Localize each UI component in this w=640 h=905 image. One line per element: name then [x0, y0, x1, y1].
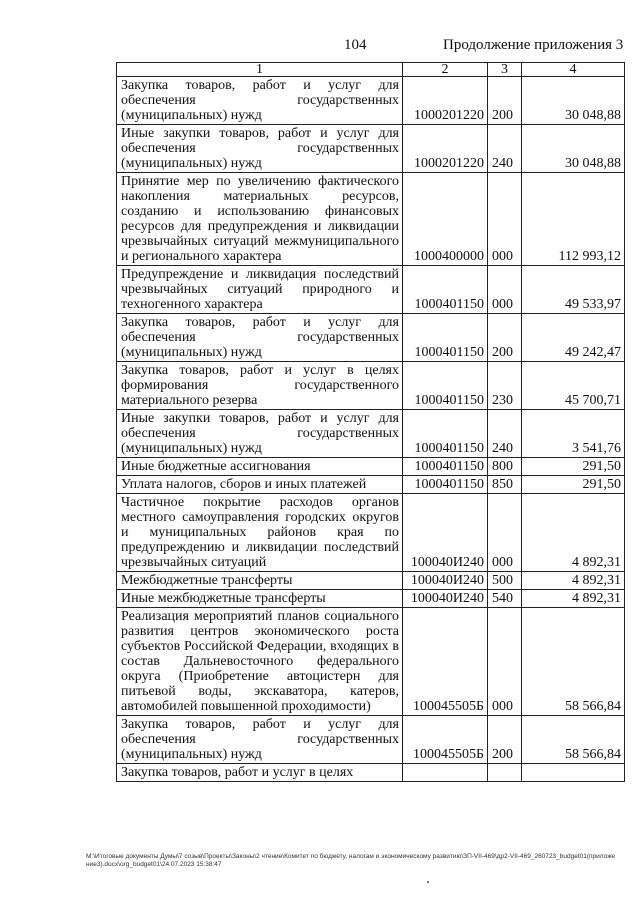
row-name: Частичное покрытие расходов органов местного самоуправления городских округов и муниципальных районов края по предупреждению и ликвидации последствий чрезвычайных ситуаций: [117, 494, 403, 572]
row-expense-type: 850: [488, 476, 522, 494]
row-expense-type: 000: [488, 266, 522, 314]
table-row: [117, 716, 625, 764]
row-name: Закупка товаров, работ и услуг для обеспечения государственных (муниципальных) нужд: [117, 716, 403, 764]
row-name: Уплата налогов, сборов и иных платежей: [117, 476, 403, 494]
column-number-1: 1: [117, 63, 403, 77]
row-expense-type: 800: [488, 458, 522, 476]
row-expense-type: [488, 764, 522, 782]
table-row: [117, 125, 625, 173]
row-amount: 49 533,97: [522, 266, 625, 314]
row-target-code: 1000201220: [403, 77, 488, 125]
row-expense-type: 000: [488, 173, 522, 266]
row-name: Закупка товаров, работ и услуг в целях: [117, 764, 403, 782]
row-name: Межбюджетные трансферты: [117, 572, 403, 590]
table-row: [117, 314, 625, 362]
table-row: [117, 458, 625, 476]
table-row: [117, 77, 625, 125]
row-expense-type: 200: [488, 314, 522, 362]
row-name: Реализация мероприятий планов социального развития центров экономического роста субъектов Российской Федерации, входящих в состав Дальневосточного федерального округа (Приобретение автоцистерн для питьевой воды, экскаватора, катеров, автомобилей повышенной проходимости): [117, 608, 403, 716]
row-amount: 4 892,31: [522, 572, 625, 590]
row-amount: 58 566,84: [522, 608, 625, 716]
table-row: [117, 266, 625, 314]
row-name: Закупка товаров, работ и услуг для обеспечения государственных (муниципальных) нужд: [117, 77, 403, 125]
table-row: [117, 494, 625, 572]
row-amount: 3 541,76: [522, 410, 625, 458]
row-amount: 291,50: [522, 476, 625, 494]
row-amount: 4 892,31: [522, 494, 625, 572]
column-number-3: 3: [488, 63, 522, 77]
table-row: [117, 476, 625, 494]
row-name: Закупка товаров, работ и услуг в целях формирования государственного материального резерва: [117, 362, 403, 410]
row-name: Предупреждение и ликвидация последствий чрезвычайных ситуаций природного и техногенного характера: [117, 266, 403, 314]
row-amount: 291,50: [522, 458, 625, 476]
row-expense-type: 200: [488, 716, 522, 764]
row-expense-type: 200: [488, 77, 522, 125]
table-row: [117, 590, 625, 608]
row-name: Иные закупки товаров, работ и услуг для обеспечения государственных (муниципальных) нужд: [117, 410, 403, 458]
row-amount: 4 892,31: [522, 590, 625, 608]
row-target-code: 1000401150: [403, 458, 488, 476]
row-expense-type: 230: [488, 362, 522, 410]
file-path-footer: М:\Итоговые документы Думы\7 созыв\Проекты\Законы\2 чтение\Комитет по бюджету, налогам и экономическому развитию\ЗП-VII-469\др2-VII-469_260723_budget01(приложение3).docx\org_budget01\24.07.2023 15:38:47: [86, 853, 616, 868]
row-amount: 30 048,88: [522, 125, 625, 173]
column-number-2: 2: [403, 63, 488, 77]
row-target-code: 100040И240: [403, 590, 488, 608]
row-name: Принятие мер по увеличению фактического накопления материальных ресурсов, созданию и использованию финансовых ресурсов для предупреждения и ликвидации чрезвычайных ситуаций межмуниципального и регионального характера: [117, 173, 403, 266]
row-name: Иные бюджетные ассигнования: [117, 458, 403, 476]
continuation-note: Продолжение приложения 3: [443, 37, 624, 53]
row-amount: 49 242,47: [522, 314, 625, 362]
row-amount: 58 566,84: [522, 716, 625, 764]
table-row: [117, 410, 625, 458]
scan-dot: [427, 881, 429, 883]
row-name: Иные закупки товаров, работ и услуг для обеспечения государственных (муниципальных) нужд: [117, 125, 403, 173]
row-expense-type: 000: [488, 494, 522, 572]
table-row: [117, 173, 625, 266]
table-row: [117, 362, 625, 410]
row-name: Иные межбюджетные трансферты: [117, 590, 403, 608]
budget-table: [116, 62, 625, 782]
row-amount: 112 993,12: [522, 173, 625, 266]
row-target-code: 1000401150: [403, 362, 488, 410]
row-expense-type: 540: [488, 590, 522, 608]
row-target-code: 1000400000: [403, 173, 488, 266]
row-expense-type: 000: [488, 608, 522, 716]
page-number: 104: [344, 37, 367, 53]
row-target-code: 100045505Б: [403, 716, 488, 764]
table-row: [117, 572, 625, 590]
row-amount: [522, 764, 625, 782]
table-row: [117, 764, 625, 782]
row-target-code: 1000401150: [403, 314, 488, 362]
row-name: Закупка товаров, работ и услуг для обеспечения государственных (муниципальных) нужд: [117, 314, 403, 362]
row-target-code: 1000401150: [403, 476, 488, 494]
row-target-code: 1000401150: [403, 266, 488, 314]
row-amount: 30 048,88: [522, 77, 625, 125]
row-target-code: [403, 764, 488, 782]
row-amount: 45 700,71: [522, 362, 625, 410]
table-row: [117, 608, 625, 716]
column-number-row: [117, 63, 625, 77]
row-target-code: 100040И240: [403, 494, 488, 572]
row-target-code: 1000201220: [403, 125, 488, 173]
row-expense-type: 500: [488, 572, 522, 590]
row-target-code: 1000401150: [403, 410, 488, 458]
row-expense-type: 240: [488, 410, 522, 458]
row-expense-type: 240: [488, 125, 522, 173]
row-target-code: 100040И240: [403, 572, 488, 590]
column-number-4: 4: [522, 63, 625, 77]
row-target-code: 100045505Б: [403, 608, 488, 716]
